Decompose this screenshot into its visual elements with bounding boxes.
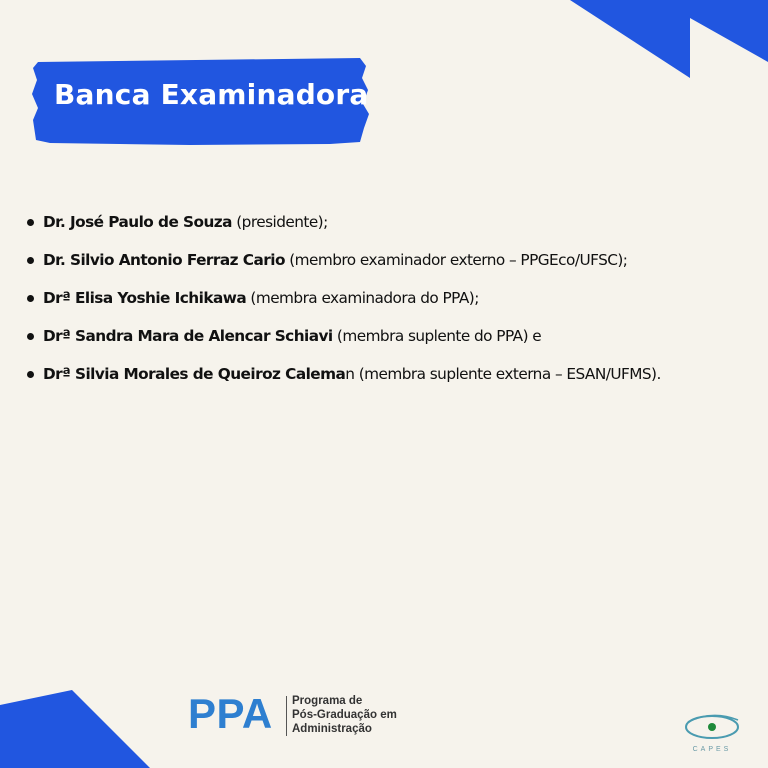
logo-divider	[286, 696, 287, 736]
member-name: Drª Sandra Mara de Alencar Schiavi	[43, 327, 333, 345]
list-item	[26, 203, 766, 241]
member-role: (membro examinador externo – PPGEco/UFSC);	[284, 251, 628, 269]
page-title: Banca Examinadora	[54, 78, 369, 111]
bullet-dot	[27, 295, 34, 302]
list-item	[26, 355, 766, 393]
list-item	[26, 241, 766, 279]
bullet-dot	[27, 257, 34, 264]
bottom-left-corner-shape	[0, 690, 150, 768]
list-item	[26, 317, 766, 355]
program-line-1: Programa de	[292, 695, 363, 707]
member-name: Drª Silvia Morales de Queiroz Calema	[43, 365, 346, 383]
member-role: (membra suplente do PPA) e	[332, 327, 542, 345]
member-name: Drª Elisa Yoshie Ichikawa	[43, 289, 247, 307]
program-name	[292, 694, 397, 736]
member-name: Dr. José Paulo de Souza	[43, 213, 232, 231]
capes-label: CAPES	[692, 746, 732, 753]
bullet-dot	[27, 371, 34, 378]
ppa-logo-mark: PPA	[188, 690, 273, 737]
bullet-dot	[27, 333, 34, 340]
list-item	[26, 279, 766, 317]
member-name: Dr. Silvio Antonio Ferraz Cario	[43, 251, 285, 269]
capes-logo-icon	[682, 706, 742, 746]
bullet-dot	[27, 219, 34, 226]
top-right-corner-shape	[570, 0, 768, 78]
capes-logo	[682, 706, 742, 758]
members-list	[26, 203, 766, 393]
member-role: (membra examinadora do PPA);	[246, 289, 479, 307]
program-line-2: Pós-Graduação em	[292, 709, 397, 721]
member-role: (presidente);	[231, 213, 328, 231]
title-banner	[30, 56, 370, 146]
program-line-3: Administração	[292, 723, 372, 735]
member-role: n (membra suplente externa – ESAN/UFMS).	[345, 365, 661, 383]
